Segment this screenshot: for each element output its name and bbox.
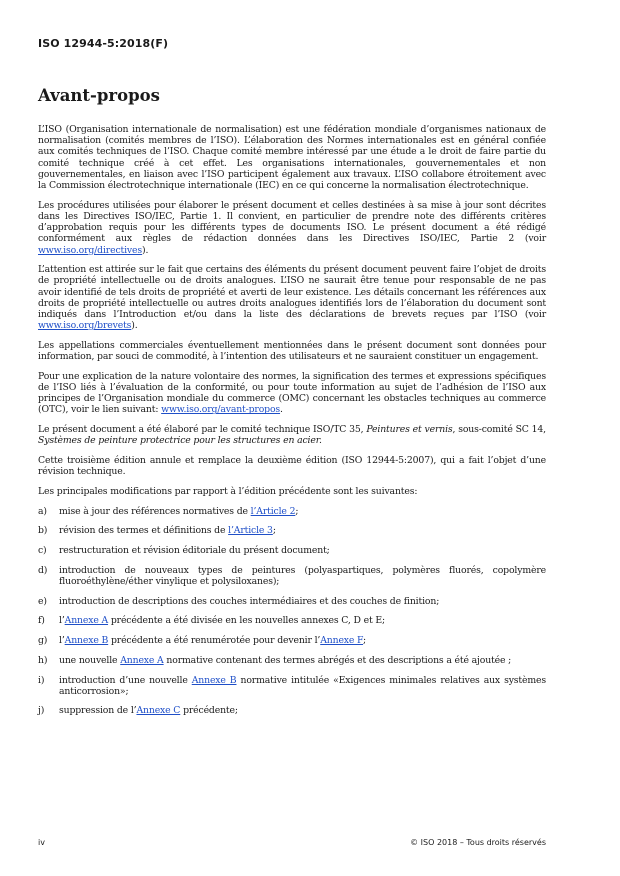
directives-link[interactable]: www.iso.org/directives (38, 244, 142, 256)
list-item: j) suppression de l’Annexe C précédente; (38, 705, 238, 717)
foreword-link[interactable]: www.iso.org/avant-propos (161, 404, 281, 416)
paragraph-voluntary-nature: Pour une explication de la nature volontaire des normes, la signification des termes et expressions spécifiques de l’ISO liés à l’évaluation de la conformité, ou pour toute information au sujet de l’adhésion de l’ISO aux principes de l’Organisation mondiale du commerce (OMC) concernant les obstacles techniques au commerce (OTC), voir le lien suivant: www.iso.org/avant-propos. (38, 370, 546, 416)
list-item: c) restructuration et révision éditoriale du présent document; (38, 545, 330, 557)
copyright-notice: © ISO 2018 – Tous droits réservés (410, 838, 546, 847)
page-title: Avant-propos (38, 86, 160, 105)
document-id: ISO 12944-5:2018(F) (38, 37, 169, 50)
paragraph-trade-names: Les appellations commerciales éventuellement mentionnées dans le présent document sont données pour information, par souci de commodité, à l’intention des utilisateurs et ne sauraient constituer un engagement. (38, 339, 546, 363)
paragraph-iso-intro: L’ISO (Organisation internationale de normalisation) est une fédération mondiale d’organismes nationaux de normalisation (comités membres de l’ISO). L’élaboration des Normes internationales est en général confiée aux comités techniques de l’ISO. Chaque comité membre intéressé par une étude a le droit de faire partie du comité technique créé à cet effet. Les organisations internationales, gouvernementales et non gouvernementales, en liaison avec l’ISO participent également aux travaux. L’ISO collabore étroitement avec la Commission électrotechnique internationale (IEC) en ce qui concerne la normalisation électrotechnique. (38, 124, 546, 192)
paragraph-changes-intro: Les principales modifications par rapport à l’édition précédente sont les suivantes: (38, 485, 418, 497)
paragraph-patents: L’attention est attirée sur le fait que certains des éléments du présent document peuvent faire l’objet de droits de propriété intellectuelle ou de droits analogues. L’ISO ne saurait être tenue pour responsable de ne pas avoir identifié de tels droits de propriété et averti de leur existence. Les détails concernant les références aux droits de propriété intellectuelle ou autres droits analogues identifiés lors de l’élaboration du document sont indiqués dans l’Introduction et/ou dans la liste des déclarations de brevets reçues par l’ISO (voir www.iso.org/brevets). (38, 264, 546, 332)
list-item: a) mise à jour des références normatives de l’Article 2; (38, 505, 299, 517)
paragraph-edition: Cette troisième édition annule et remplace la deuxième édition (ISO 12944-5:2007), qui a fait l’objet d’une révision technique. (38, 455, 546, 478)
paragraph-procedures: Les procédures utilisées pour élaborer le présent document et celles destinées à sa mise à jour sont décrites dans les Directives ISO/IEC, Partie 1. Il convient, en particulier de prendre note des différents critères d’approbation requis pour les différents types de documents ISO. Le présent document a été rédigé conformément aux règles de rédaction données dans les Directives ISO/IEC, Partie 2 (voir www.iso.org/directives). (38, 199, 546, 256)
annex-c-link[interactable]: Annexe C (136, 705, 181, 717)
page-number: iv (38, 838, 45, 847)
paragraph-committee: Le présent document a été élaboré par le comité technique ISO/TC 35, Peintures et vernis, sous-comité SC 14, Systèmes de peinture protectrice pour les structures en acier. (38, 424, 546, 447)
article-2-link[interactable]: l’Article 2 (250, 505, 296, 517)
list-item: d) introduction de nouveaux types de peintures (polyaspartiques, polymères fluorés, copolymère fluoroéthylène/éther vinylique et polysiloxanes); (38, 564, 546, 587)
annex-a-link[interactable]: Annexe A (120, 654, 164, 666)
list-item: h) une nouvelle Annexe A normative contenant des termes abrégés et des descriptions a été ajoutée ; (38, 654, 512, 666)
patents-link[interactable]: www.iso.org/brevets (38, 320, 132, 332)
annex-f-link[interactable]: Annexe F (320, 635, 364, 647)
annex-b-link[interactable]: Annexe B (64, 635, 109, 647)
list-item: e) introduction de descriptions des couches intermédiaires et des couches de finition; (38, 595, 440, 607)
document-body (38, 124, 546, 725)
annex-a-link[interactable]: Annexe A (64, 615, 109, 627)
list-item: b) révision des termes et définitions de l’Article 3; (38, 525, 276, 537)
list-item: f) l’Annexe A précédente a été divisée en les nouvelles annexes C, D et E; (38, 615, 386, 627)
annex-b-link[interactable]: Annexe B (191, 674, 237, 686)
article-3-link[interactable]: l’Article 3 (228, 525, 273, 537)
list-item: g) l’Annexe B précédente a été renumérotée pour devenir l’Annexe F; (38, 635, 367, 647)
list-item: i) introduction d’une nouvelle Annexe B normative intitulée «Exigences minimales relatives aux systèmes anticorrosion»; (38, 674, 546, 697)
